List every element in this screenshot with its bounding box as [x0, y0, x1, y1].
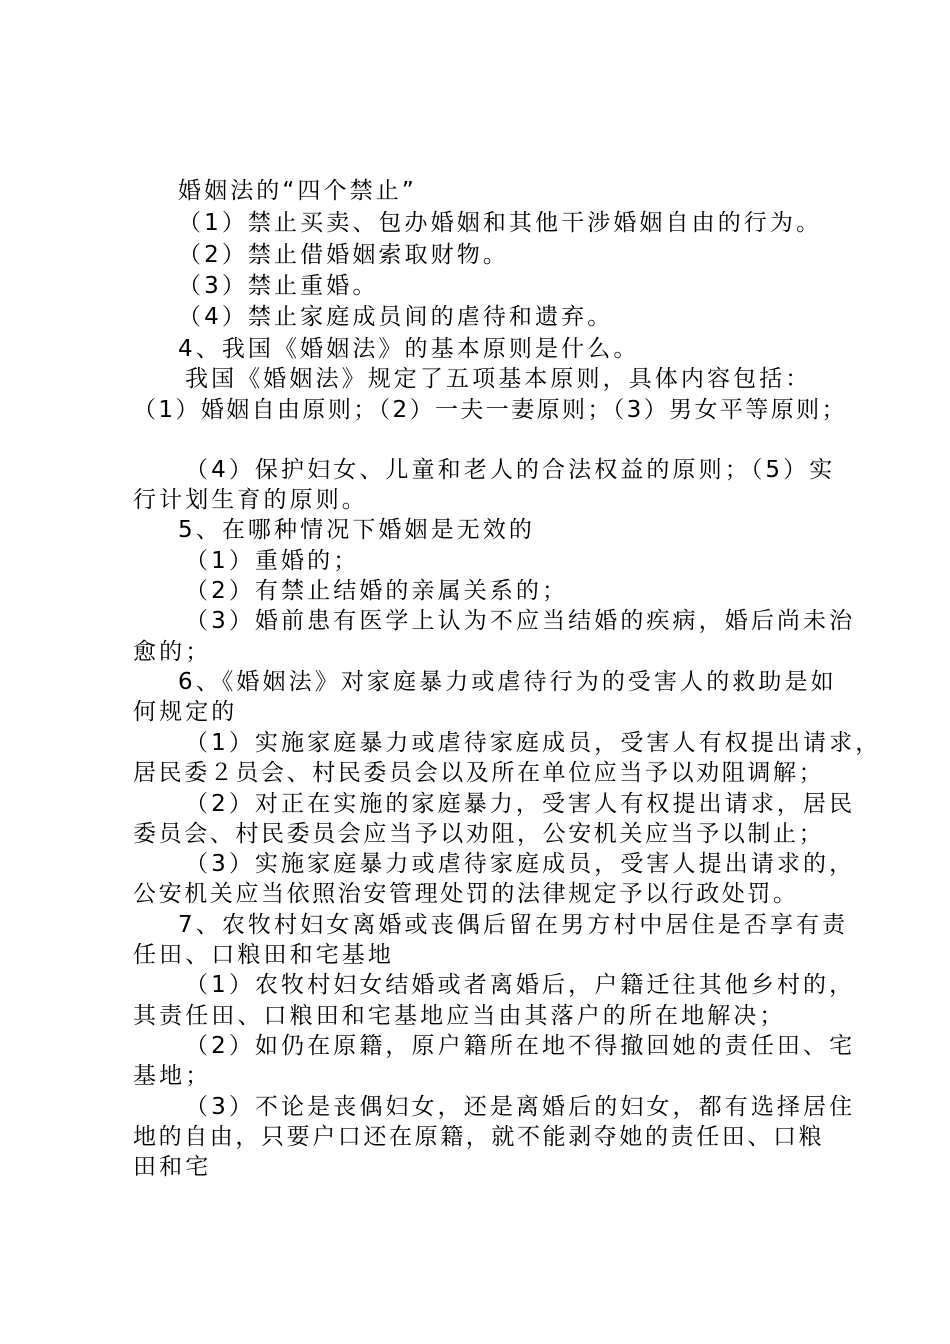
section-heading-four-prohibitions: 婚姻法的“四个禁止”	[178, 178, 417, 204]
paragraph-line: 何规定的	[133, 699, 238, 725]
paragraph-line: （2）对正在实施的家庭暴力，受害人有权提出请求，居民	[185, 791, 856, 817]
paragraph-line: （3）不论是丧偶妇女，还是离婚后的妇女，都有选择居住	[185, 1094, 856, 1120]
paragraph-line: 地的自由，只要户口还在原籍，就不能剥夺她的责任田、口粮	[133, 1124, 825, 1150]
paragraph-line: （1）婚姻自由原则；（2）一夫一妻原则；（3）男女平等原则；	[133, 397, 847, 423]
paragraph-line: （1）禁止买卖、包办婚姻和其他干涉婚姻自由的行为。	[178, 210, 823, 236]
paragraph-line: 委员会、村民委员会应当予以劝阻，公安机关应当予以制止；	[133, 821, 825, 847]
paragraph-line: （4）保护妇女、儿童和老人的合法权益的原则；（5）实	[185, 457, 836, 483]
paragraph-line: 田和宅	[133, 1154, 212, 1180]
paragraph-line: 行计划生育的原则。	[133, 487, 368, 513]
paragraph-line: （2）如仍在原籍，原户籍所在地不得撤回她的责任田、宅	[185, 1033, 856, 1059]
paragraph-line: （1）农牧村妇女结婚或者离婚后，户籍迁往其他乡村的，	[185, 972, 856, 998]
section-heading-q7: 7、农牧村妇女离婚或丧偶后留在男方村中居住是否享有责	[178, 912, 849, 938]
paragraph-line: 基地；	[133, 1063, 212, 1089]
paragraph-line: 愈的；	[133, 639, 212, 665]
paragraph-line: 其责任田、口粮田和宅基地应当由其落户的所在地解决；	[133, 1003, 786, 1029]
paragraph-line: 居民委２员会、村民委员会以及所在单位应当予以劝阻调解；	[133, 760, 825, 786]
section-heading-q5: 5、在哪种情况下婚姻是无效的	[178, 517, 536, 543]
section-heading-q6: 6、《婚姻法》对家庭暴力或虐待行为的受害人的救助是如	[178, 669, 837, 695]
paragraph-line: （3）婚前患有医学上认为不应当结婚的疾病，婚后尚未治	[185, 608, 856, 634]
paragraph-line: （2）有禁止结婚的亲属关系的；	[185, 578, 569, 604]
paragraph-line: （4）禁止家庭成员间的虐待和遗弃。	[178, 304, 614, 330]
paragraph-line: 我国《婚姻法》规定了五项基本原则，具体内容包括：	[185, 366, 812, 392]
paragraph-line: 公安机关应当依照治安管理处罚的法律规定予以行政处罚。	[133, 881, 799, 907]
paragraph-line: （2）禁止借婚姻索取财物。	[178, 242, 509, 268]
paragraph-line: 任田、口粮田和宅基地	[133, 942, 394, 968]
paragraph-line: （1）实施家庭暴力或虐待家庭成员，受害人有权提出请求，	[185, 730, 882, 756]
section-heading-q4: 4、我国《婚姻法》的基本原则是什么。	[178, 336, 640, 362]
paragraph-line: （3）实施家庭暴力或虐待家庭成员，受害人提出请求的，	[185, 851, 856, 877]
paragraph-line: （3）禁止重婚。	[178, 273, 379, 299]
paragraph-line: （1）重婚的；	[185, 548, 360, 574]
